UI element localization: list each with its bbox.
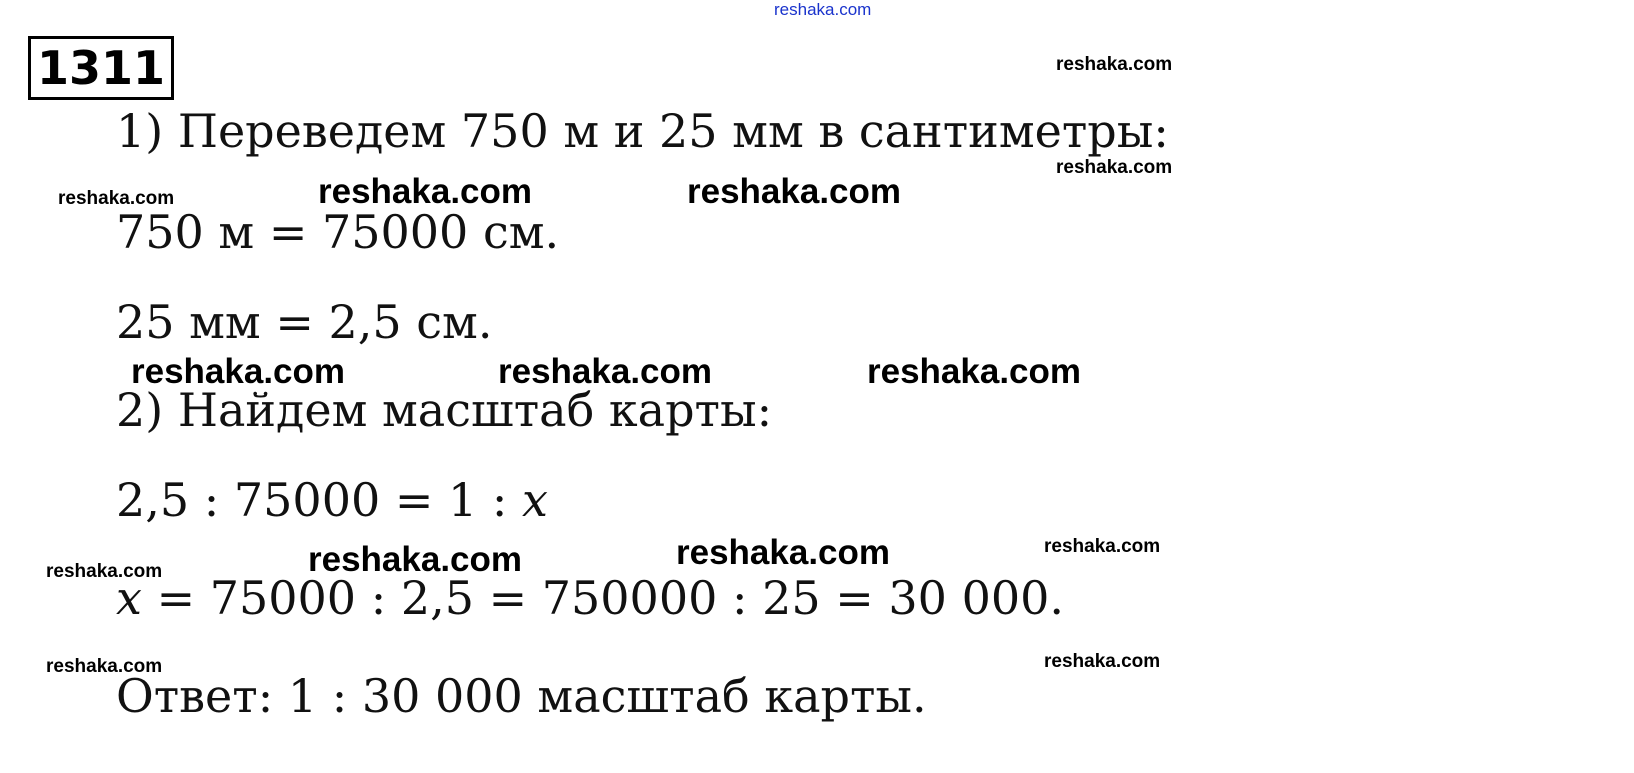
problem-number-box: 1311: [28, 36, 174, 100]
conversion-meters: 750 м = 75000 см.: [116, 205, 560, 259]
watermark: reshaka.com: [1044, 651, 1161, 672]
solution-right: = 75000 : 2,5 = 750000 : 25 = 30 000.: [141, 571, 1064, 625]
solution-equation: [116, 570, 1064, 626]
watermark: reshaka.com: [687, 172, 902, 211]
watermark: reshaka.com: [58, 188, 175, 209]
watermark: reshaka.com: [318, 172, 533, 211]
watermark: reshaka.com: [131, 352, 346, 391]
watermark: reshaka.com: [1056, 54, 1173, 75]
variable-x: x: [522, 473, 548, 527]
answer-line: Ответ: 1 : 30 000 масштаб карты.: [116, 669, 927, 723]
watermark: reshaka.com: [676, 533, 891, 572]
proportion-left: 2,5 : 75000 = 1 :: [116, 473, 523, 527]
step-2-heading: 2) Найдем масштаб карты:: [116, 383, 773, 437]
watermark: reshaka.com: [498, 352, 713, 391]
watermark: reshaka.com: [1056, 157, 1173, 178]
conversion-millimeters: 25 мм = 2,5 см.: [116, 295, 493, 349]
watermark: reshaka.com: [1044, 536, 1161, 557]
watermark: reshaka.com: [46, 561, 163, 582]
top-watermark: reshaka.com: [774, 0, 872, 19]
watermark: reshaka.com: [46, 656, 163, 677]
watermark: reshaka.com: [308, 540, 523, 579]
step-1-heading: 1) Переведем 750 м и 25 мм в сантиметры:: [116, 104, 1169, 158]
watermark: reshaka.com: [867, 352, 1082, 391]
proportion-equation: [116, 472, 548, 528]
variable-x: x: [116, 571, 142, 625]
